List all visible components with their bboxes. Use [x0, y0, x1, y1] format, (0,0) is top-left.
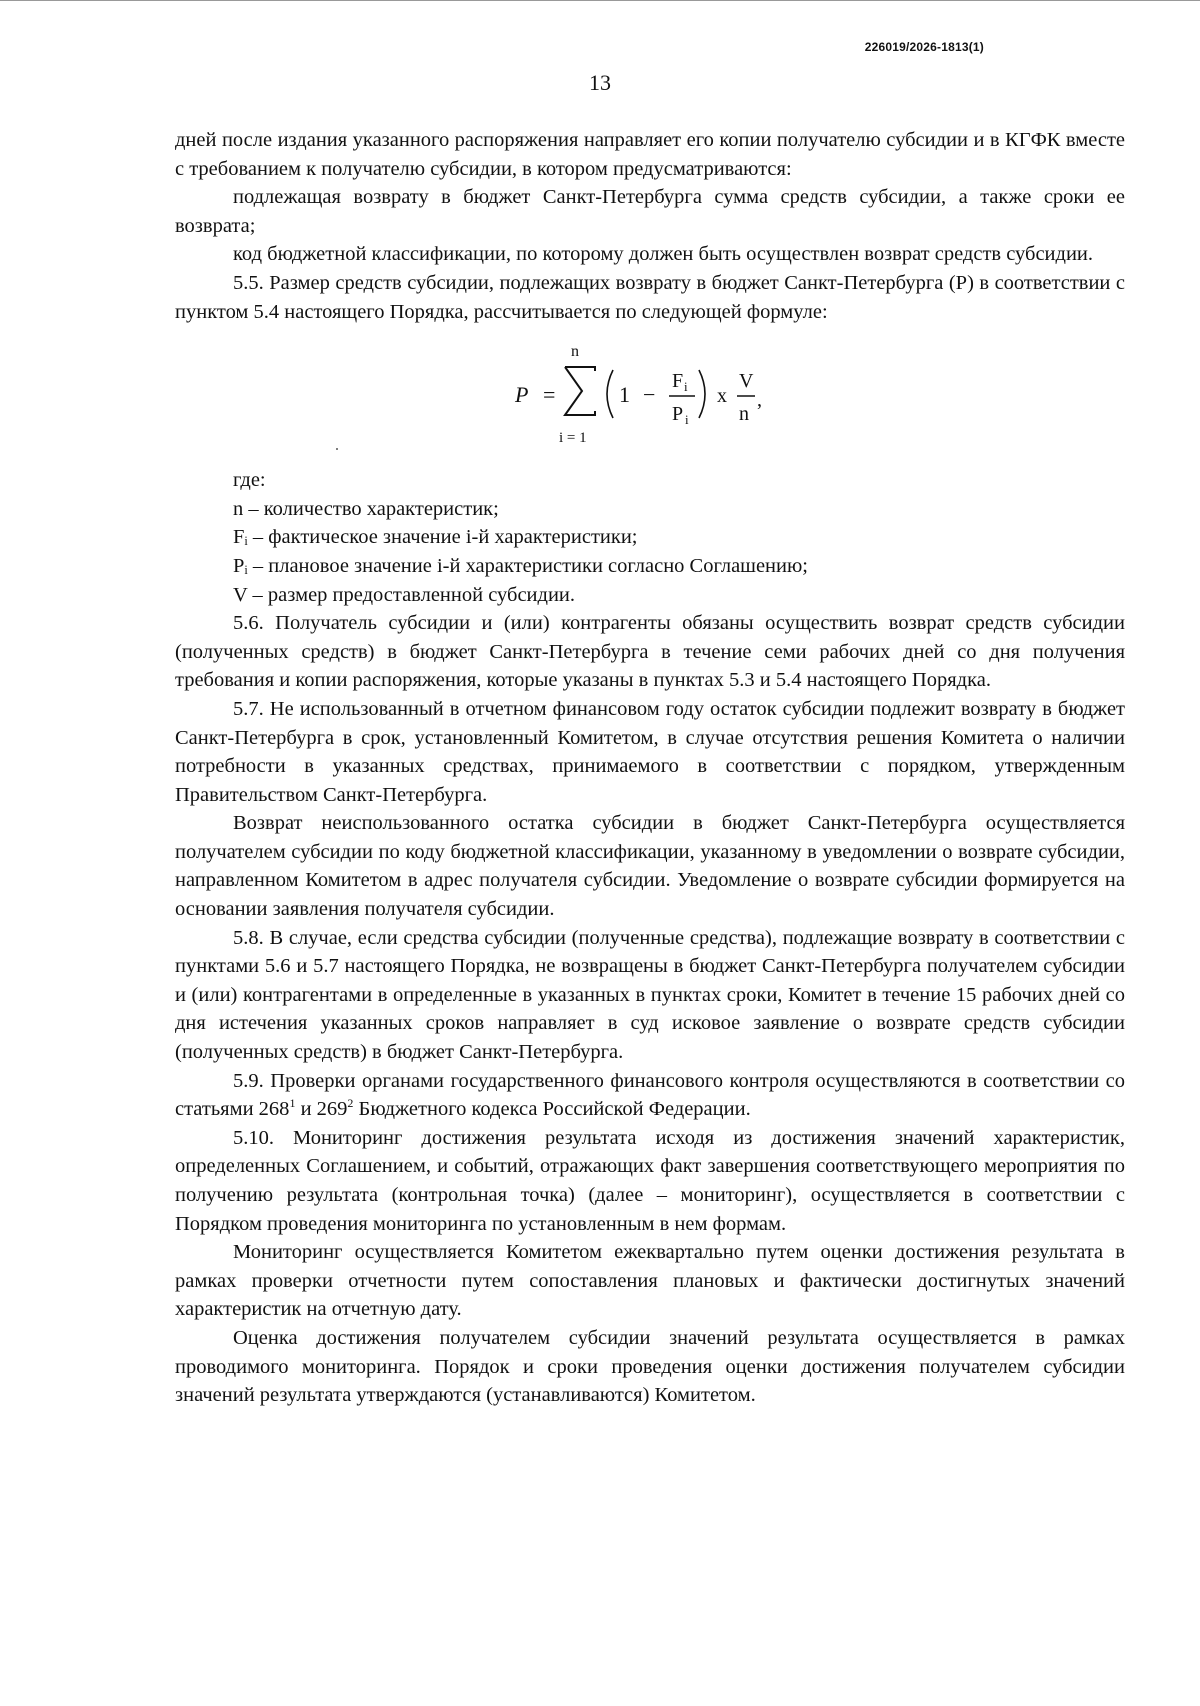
fraction1-denominator-sub: i — [685, 412, 689, 428]
paragraph-5-9-text-c: Бюджетного кодекса Российской Федерации. — [353, 1098, 751, 1121]
superscript-1: 1 — [289, 1096, 296, 1111]
paragraph-5-5: 5.5. Размер средств субсидии, подлежащих возврату в бюджет Санкт-Петербурга (Р) в соответствии с пунктом 5.4 настоящего Порядка, рассчитывается по следующей формуле: — [175, 271, 1125, 323]
formula-minus: − — [643, 382, 656, 408]
superscript-2: 2 — [347, 1096, 354, 1111]
paragraph-5-7: 5.7. Не использованный в отчетном финансовом году остаток субсидии подлежит возврату в бюджет Санкт-Петербурга в срок, установленный Комитетом, в случае отсутствия решения Комитета о наличии потребности в указанных средствах, принимаемого в соответствии с порядком, утвержденным Правительством Санкт-Петербурга. — [175, 697, 1125, 806]
paragraph-5-9 — [175, 1067, 1125, 1124]
fraction2-denominator: n — [739, 403, 749, 426]
paragraph-5-6: 5.6. Получатель субсидии и (или) контрагенты обязаны осуществить возврат средств субсидии (полученных средств) в бюджет Санкт-Петербурга в течение семи рабочих дней со дня получения требования и копии распоряжения, которые указаны в пунктах 5.3 и 5.4 настоящего Порядка. — [175, 612, 1125, 692]
fraction2-numerator: V — [739, 370, 754, 393]
definition-v: V – размер предоставленной субсидии. — [233, 583, 576, 606]
fraction1-denominator: P — [672, 403, 684, 426]
definition-f: Fᵢ – фактическое значение i-й характеристики; — [233, 526, 638, 549]
definition-n: n – количество характеристик; — [233, 497, 499, 520]
document-id: 226019/2026-1813(1) — [864, 40, 984, 54]
formula-times: x — [717, 385, 727, 408]
formula-trailing-comma: , — [757, 389, 762, 412]
formula-one: 1 — [619, 382, 630, 408]
right-paren — [699, 370, 705, 418]
paragraph-assessment: Оценка достижения получателем субсидии значений результата осуществляется в рамках проводимого мониторинга. Порядок и сроки проведения оценки достижения получателем субсидии значений результата утверждаются (устанавливаются) Комитетом. — [175, 1326, 1125, 1407]
fraction1-numerator-sub: i — [684, 379, 688, 395]
left-paren — [607, 370, 613, 418]
fraction1-numerator: F — [672, 370, 684, 393]
paragraph: подлежащая возврату в бюджет Санкт-Петербурга сумма средств субсидии, а также сроки ее возврата; — [175, 186, 1125, 237]
sigma-symbol — [565, 367, 595, 415]
definition-p: Pᵢ – плановое значение i-й характеристики согласно Соглашению; — [233, 554, 809, 577]
paragraph-5-8: 5.8. В случае, если средства субсидии (полученные средства), подлежащие возврату в соответствии с пунктами 5.6 и 5.7 настоящего Порядка, не возвращены в бюджет Санкт-Петербурга получателем субсидии и (или) контрагентами в определенные в указанных в пунктах сроки, Комитет в течение 15 рабочих дней со дня истечения указанных сроков направляет в суд исковое заявление о возврате средств субсидии (полученных средств) в бюджет Санкт-Петербурга. — [175, 926, 1125, 1064]
sum-lower-limit: i = 1 — [559, 430, 587, 447]
formula-lhs: P — [515, 382, 529, 408]
paragraph: код бюджетной классификации, по которому должен быть осуществлен возврат средств субсидии. — [233, 243, 1094, 266]
page-number: 13 — [589, 70, 611, 95]
formula — [175, 340, 1125, 456]
paragraph-5-10: 5.10. Мониторинг достижения результата исходя из достижения значений характеристик, определенных Соглашением, и событий, отражающих факт завершения соответствующего мероприятия по получению результата (контрольная точка) (далее – мониторинг), осуществляется в соответствии с Порядком проведения мониторинга по установленным в нем формам. — [175, 1126, 1125, 1235]
paragraph: дней после издания указанного распоряжения направляет его копии получателю субсидии и в КГФК вместе с требованием к получателю субсидии, в котором предусматриваются: — [175, 129, 1125, 180]
formula-svg — [515, 340, 775, 456]
paragraph-5-9-text-b: и 269 — [295, 1098, 348, 1121]
paragraph-monitoring: Мониторинг осуществляется Комитетом ежеквартально путем оценки достижения результата в рамках проверки отчетности путем сопоставления плановых и фактически достигнутых значений характеристик на отчетную дату. — [175, 1241, 1125, 1321]
formula-equals: = — [543, 382, 556, 408]
paragraph-5-9-text-a: 5.9. Проверки органами государственного финансового контроля осуществляются в соответствии со статьями 268 — [175, 1069, 1125, 1121]
document-body — [175, 126, 1125, 1410]
sum-upper-limit: n — [571, 343, 579, 361]
definitions-intro: где: — [233, 469, 266, 492]
scan-edge-line — [0, 0, 1200, 1]
paragraph-5-7-return: Возврат неиспользованного остатка субсидии в бюджет Санкт-Петербурга осуществляется получателем субсидии по коду бюджетной классификации, указанному в уведомлении о возврате субсидии, направленном Комитетом в адрес получателя субсидии. Уведомление о возврате субсидии формируется на основании заявления получателя субсидии. — [175, 812, 1125, 921]
